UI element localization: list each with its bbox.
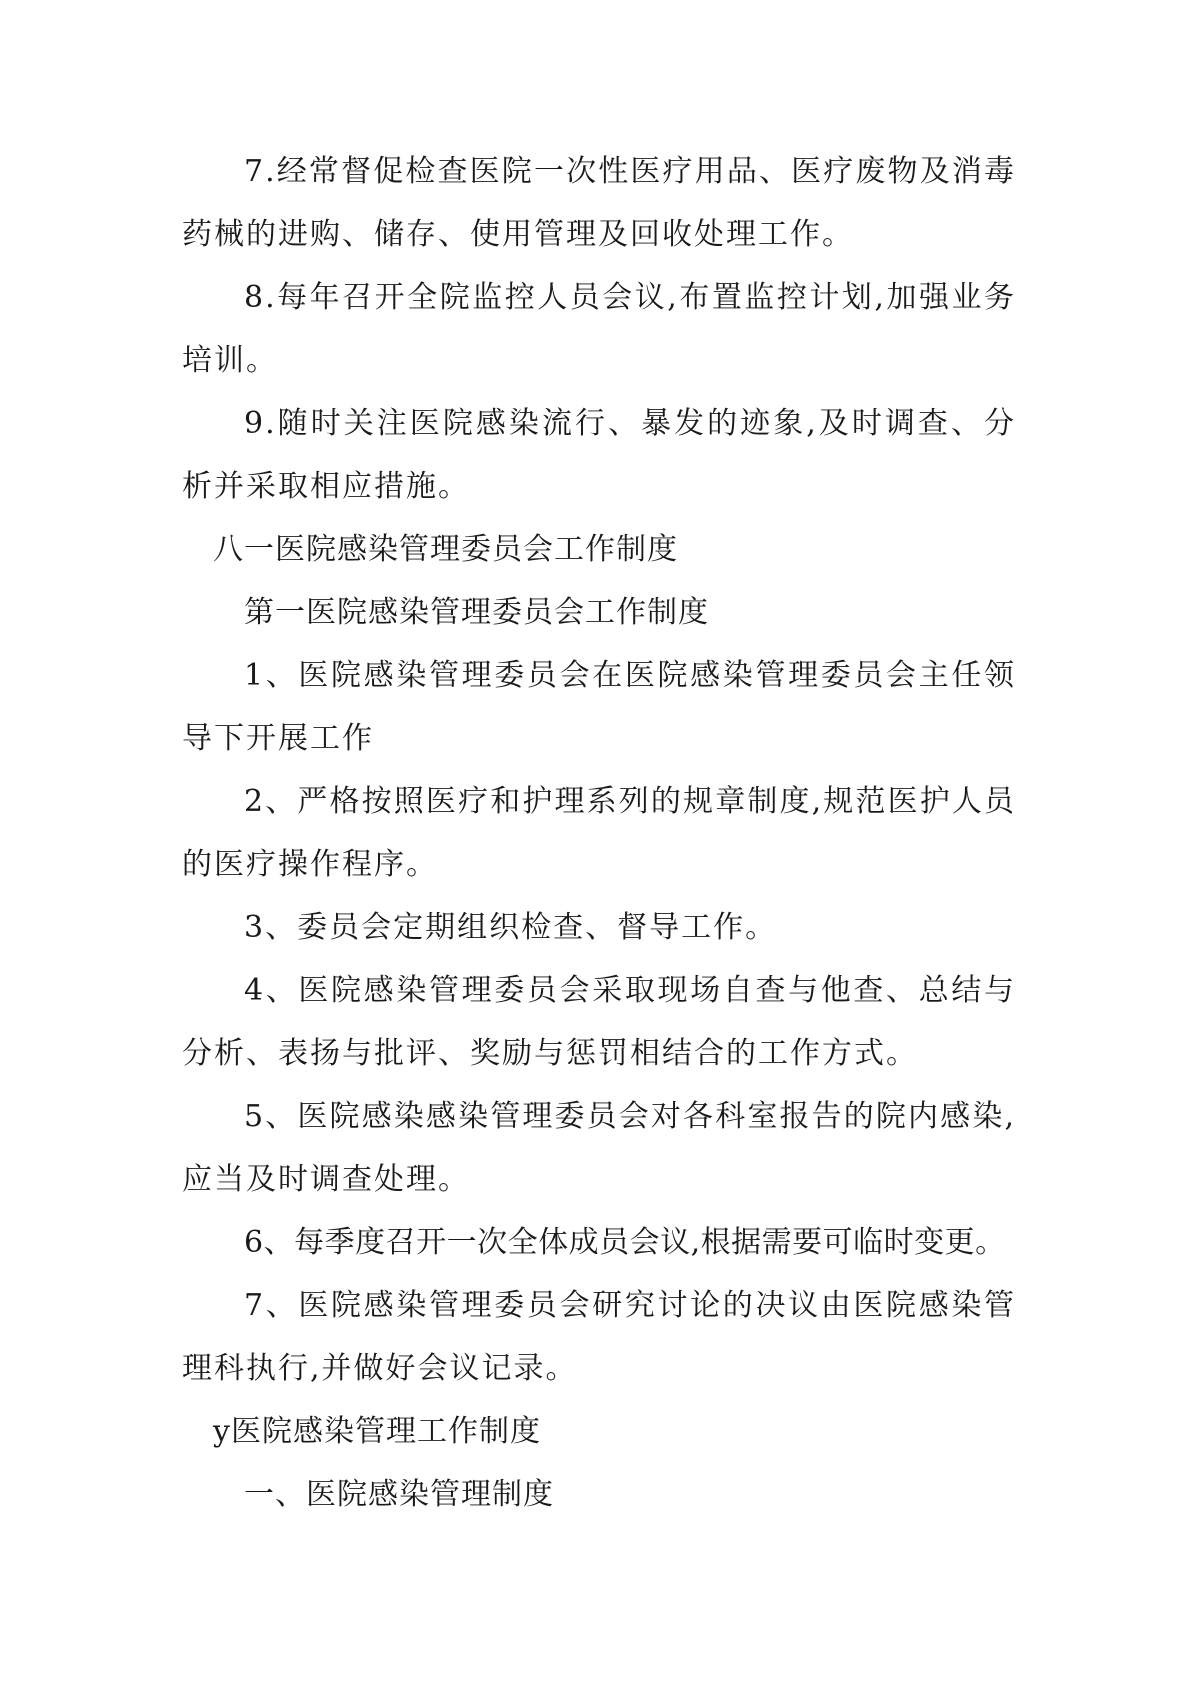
section-heading-management: y医院感染管理工作制度 xyxy=(213,1414,541,1449)
paragraph-8: 8.每年召开全院监控人员会议,布置监控计划,加强业务培训。 xyxy=(182,280,1016,378)
item-5: 5、医院感染感染管理委员会对各科室报告的院内感染,应当及时调查处理。 xyxy=(182,1099,1016,1197)
sub-heading-committee: 第一医院感染管理委员会工作制度 xyxy=(244,595,709,630)
section-heading-committee: 八一医院感染管理委员会工作制度 xyxy=(213,532,678,567)
item-7: 7、医院感染管理委员会研究讨论的决议由医院感染管理科执行,并做好会议记录。 xyxy=(182,1288,1016,1386)
document-body xyxy=(182,140,1016,1526)
item-1: 1、医院感染管理委员会在医院感染管理委员会主任领导下开展工作 xyxy=(182,658,1016,756)
item-6: 6、每季度召开一次全体成员会议,根据需要可临时变更。 xyxy=(244,1225,1006,1260)
item-2: 2、严格按照医疗和护理系列的规章制度,规范医护人员的医疗操作程序。 xyxy=(182,784,1016,882)
item-3: 3、委员会定期组织检查、督导工作。 xyxy=(244,910,778,945)
paragraph-7: 7.经常督促检查医院一次性医疗用品、医疗废物及消毒药械的进购、储存、使用管理及回收处理工作。 xyxy=(182,154,1016,252)
sub-heading-management: 一、医院感染管理制度 xyxy=(244,1477,554,1512)
item-4: 4、医院感染管理委员会采取现场自查与他查、总结与分析、表扬与批评、奖励与惩罚相结合的工作方式。 xyxy=(182,973,1016,1071)
paragraph-9: 9.随时关注医院感染流行、暴发的迹象,及时调查、分析并采取相应措施。 xyxy=(182,406,1016,504)
